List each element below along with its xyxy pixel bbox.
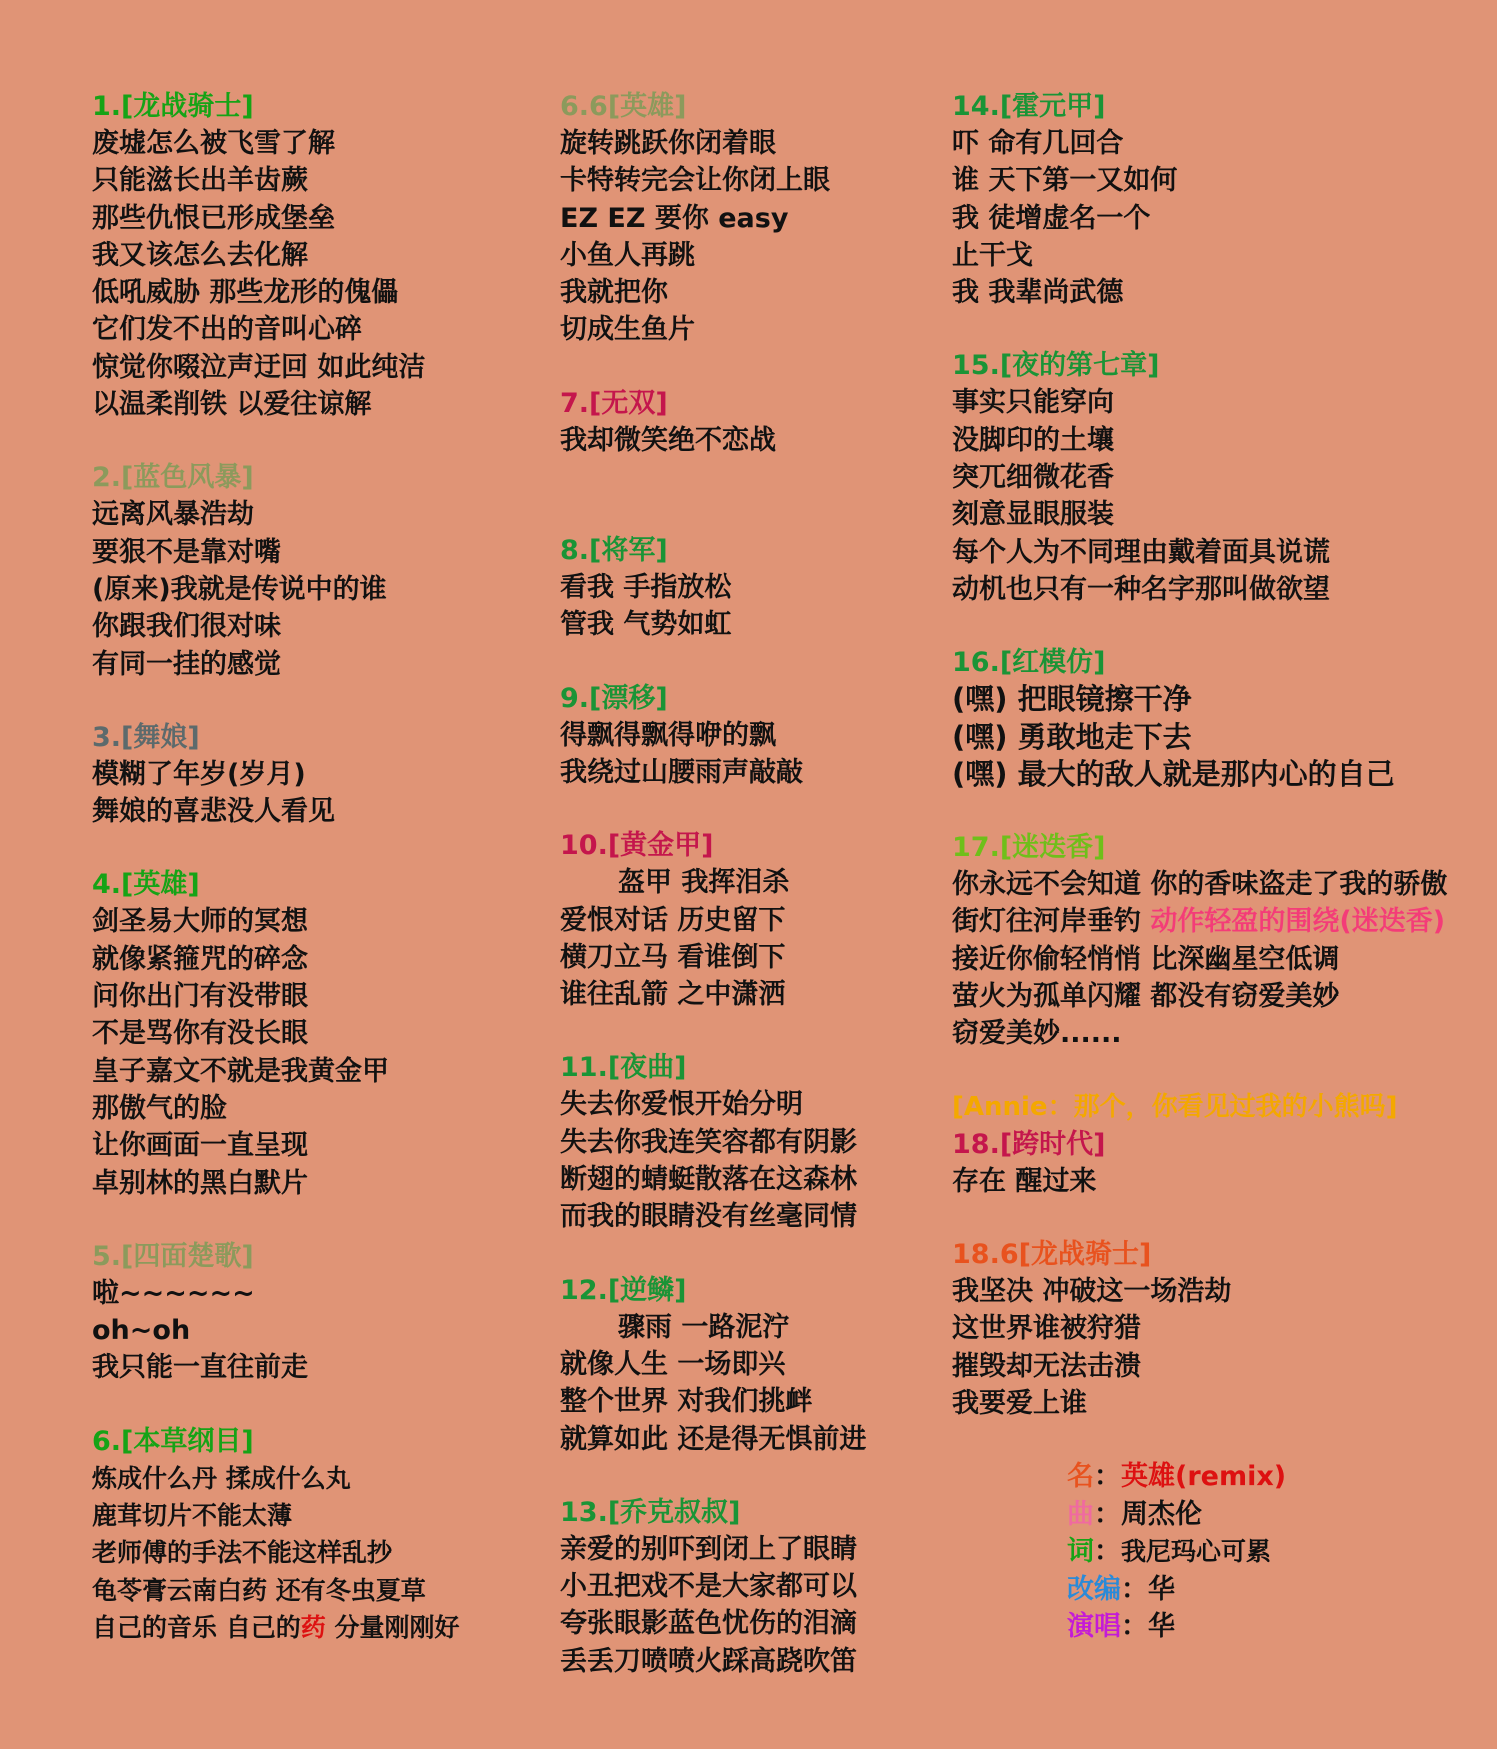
credit-value: 周杰伦	[1121, 1498, 1202, 1530]
lyric-line: (嘿) 勇敢地走下去	[952, 719, 1192, 754]
lyric-line: 你永远不会知道 你的香味盗走了我的骄傲	[952, 869, 1448, 901]
song-section	[92, 866, 547, 1201]
section-title: 13.[乔克叔叔]	[560, 1496, 741, 1528]
lyric-line: 只能滋长出羊齿蕨	[92, 165, 308, 197]
credit-row-arranger	[1067, 1571, 1492, 1609]
lyric-line: 刻意显眼服装	[952, 499, 1114, 531]
credit-value: 英雄(remix)	[1121, 1461, 1287, 1493]
song-section	[952, 829, 1492, 1052]
lyric-line: 你跟我们很对味	[92, 611, 281, 643]
lyric-line: (原来)我就是传说中的谁	[92, 573, 387, 605]
lyric-line: 龟苓膏云南白药 还有冬虫夏草	[92, 1575, 426, 1605]
lyric-line: 得飘得飘得咿的飘	[560, 719, 776, 751]
lyric-line: 老师傅的手法不能这样乱抄	[92, 1538, 393, 1568]
lyric-line: 让你画面一直呈现	[92, 1130, 308, 1162]
section-title: 12.[逆鳞]	[560, 1274, 687, 1306]
lyric-line: 我却微笑绝不恋战	[560, 424, 776, 456]
lyric-line: 就像人生 一场即兴	[560, 1348, 786, 1380]
lyric-line: 管我 气势如虹	[560, 609, 732, 641]
lyric-line: 而我的眼睛没有丝毫同情	[560, 1201, 857, 1233]
lyric-line: 谁往乱箭 之中潇洒	[560, 979, 786, 1011]
lyrics-column-2	[560, 88, 945, 1716]
song-section	[952, 88, 1492, 311]
song-section	[560, 532, 945, 644]
section-title: 1.[龙战骑士]	[92, 91, 254, 122]
section-title: 7.[无双]	[560, 387, 668, 419]
lyric-line: 横刀立马 看谁倒下	[560, 941, 786, 973]
song-section	[92, 459, 547, 682]
credit-sep: ：	[1121, 1573, 1148, 1605]
credit-label: 曲	[1067, 1498, 1094, 1530]
lyrics-column-3	[952, 88, 1492, 1646]
section-title: 9.[漂移]	[560, 682, 668, 714]
credit-row-name	[1067, 1458, 1492, 1496]
credit-value: 我尼玛心可累	[1121, 1537, 1272, 1567]
lyric-line: 废墟怎么被飞雪了解	[92, 128, 335, 159]
section-title: 15.[夜的第七章]	[952, 350, 1160, 382]
lyric-line: 卡特转完会让你闭上眼	[560, 165, 830, 197]
lyric-line: 每个人为不同理由戴着面具说谎	[952, 536, 1330, 568]
lyric-line: 卓别林的黑白默片	[92, 1167, 308, 1199]
lyric-line: 那傲气的脸	[92, 1092, 227, 1124]
lyric-line: 失去你爱恨开始分明	[560, 1089, 803, 1121]
lyric-line: 皇子嘉文不就是我黄金甲	[92, 1055, 389, 1087]
song-section	[560, 385, 945, 459]
lyric-line: oh~oh	[92, 1315, 191, 1347]
lyric-line: 摧毁却无法击溃	[952, 1350, 1141, 1382]
song-section	[952, 347, 1492, 608]
lyric-line: 盔甲 我挥泪杀	[618, 867, 790, 899]
credit-sep: ：	[1094, 1498, 1121, 1530]
credit-label: 词	[1067, 1536, 1094, 1568]
lyric-line: 止干戈	[952, 239, 1033, 271]
lyric-line: 骤雨 一路泥泞	[618, 1311, 790, 1343]
section-title: 17.[迷迭香]	[952, 832, 1106, 864]
lyric-line: 低吼威胁 那些龙形的傀儡	[92, 277, 399, 309]
section-title: 14.[霍元甲]	[952, 91, 1106, 122]
section-title: 18.[跨时代]	[952, 1128, 1106, 1160]
lyric-line: 我只能一直往前走	[92, 1352, 308, 1384]
song-section	[560, 88, 945, 349]
credit-value: 华	[1148, 1573, 1175, 1605]
song-section	[92, 719, 547, 831]
lyric-line: 剑圣易大师的冥想	[92, 906, 308, 938]
song-section	[560, 680, 945, 792]
song-section	[560, 1494, 945, 1680]
highlight-word: 药	[300, 1612, 326, 1642]
credit-sep: ：	[1121, 1611, 1148, 1643]
lyric-line: 有同一挂的感觉	[92, 648, 281, 680]
credit-label: 演唱	[1067, 1611, 1121, 1643]
lyric-line: 失去你我连笑容都有阴影	[560, 1126, 857, 1158]
section-title: 18.6[龙战骑士]	[952, 1238, 1152, 1270]
lyric-line: 问你出门有没带眼	[92, 981, 308, 1013]
lyric-line: (嘿) 把眼镜擦干净	[952, 682, 1192, 717]
credits-block	[1067, 1458, 1492, 1646]
lyric-line: 我坚决 冲破这一场浩劫	[952, 1275, 1232, 1307]
section-title: 6.[本草纲目]	[92, 1425, 254, 1457]
lyric-line: 切成生鱼片	[560, 314, 695, 346]
lyric-line: 就像紧箍咒的碎念	[92, 943, 308, 975]
lyric-line: 断翅的蜻蜓散落在这森林	[560, 1164, 857, 1196]
lyric-line: 爱恨对话 历史留下	[560, 904, 786, 936]
section-title: 2.[蓝色风暴]	[92, 462, 254, 494]
lyric-line: 看我 手指放松	[560, 572, 732, 604]
lyric-line: 啦~~~~~~	[92, 1277, 255, 1309]
credit-row-composer	[1067, 1496, 1492, 1534]
lyric-line: 萤火为孤单闪耀 都没有窃爱美妙	[952, 981, 1340, 1013]
lyric-line-mixed	[952, 903, 1492, 940]
song-section	[92, 1423, 547, 1646]
section-title: 16.[红模仿]	[952, 647, 1106, 679]
lyric-line: 不是骂你有没长眼	[92, 1018, 308, 1050]
lyric-line: 小丑把戏不是大家都可以	[560, 1571, 857, 1603]
credit-row-lyricist	[1067, 1533, 1492, 1571]
lyrics-column-1	[92, 88, 547, 1682]
lyric-line: 远离风暴浩劫	[92, 499, 254, 531]
annie-note	[952, 1089, 1492, 1126]
credit-value: 华	[1148, 1611, 1175, 1643]
lyric-line: 谁 天下第一又如何	[952, 165, 1178, 197]
credit-sep: ：	[1094, 1461, 1121, 1493]
lyric-line: 亲爱的别吓到闭上了眼睛	[560, 1533, 857, 1565]
section-title: 5.[四面楚歌]	[92, 1240, 254, 1272]
lyric-line: 舞娘的喜悲没人看见	[92, 796, 335, 828]
lyric-line: 夸张眼影蓝色忧伤的泪滴	[560, 1608, 857, 1640]
lyric-line: EZ EZ 要你 easy	[560, 202, 789, 234]
section-title: 4.[英雄]	[92, 869, 200, 901]
song-section	[560, 1272, 945, 1458]
lyric-line: 事实只能穿向	[952, 387, 1114, 419]
lyric-fragment: 自己的音乐 自己的	[92, 1612, 301, 1642]
lyric-line: 整个世界 对我们挑衅	[560, 1386, 813, 1418]
section-title: 11.[夜曲]	[560, 1052, 687, 1084]
lyric-line: (嘿) 最大的敌人就是那内心的自己	[952, 756, 1395, 791]
lyric-line: 模糊了年岁(岁月)	[92, 758, 306, 790]
song-section	[952, 644, 1492, 793]
lyric-line: 没脚印的土壤	[952, 424, 1114, 456]
song-section	[92, 88, 547, 423]
song-section	[952, 1126, 1492, 1200]
song-section	[560, 1049, 945, 1235]
lyric-line: 存在 醒过来	[952, 1165, 1097, 1197]
lyric-line: 那些仇恨已形成堡垒	[92, 202, 335, 234]
lyric-line: 动机也只有一种名字那叫做欲望	[952, 573, 1330, 605]
song-section	[952, 1236, 1492, 1422]
lyric-line: 吓 命有几回合	[952, 128, 1124, 159]
section-title: 6.6[英雄]	[560, 91, 687, 122]
section-title: 10.[黄金甲]	[560, 830, 714, 862]
lyric-line: 我 我辈尚武德	[952, 277, 1124, 309]
song-section	[560, 827, 945, 1013]
lyric-line: 接近你偷轻悄悄 比深幽星空低调	[952, 943, 1340, 975]
lyric-line: 突兀细微花香	[952, 462, 1114, 494]
lyric-line-mixed	[92, 1609, 547, 1646]
highlight-phrase: 动作轻盈的围绕(迷迭香)	[1150, 906, 1446, 938]
lyric-line: 这世界谁被狩猎	[952, 1313, 1141, 1345]
lyric-line: 我要爱上谁	[952, 1387, 1087, 1419]
lyric-line: 鹿茸切片不能太薄	[92, 1501, 293, 1531]
lyric-line: 我又该怎么去化解	[92, 239, 308, 271]
lyric-line: 我就把你	[560, 277, 668, 309]
section-title: 3.[舞娘]	[92, 721, 200, 753]
lyric-line: 以温柔削铁 以爱往谅解	[92, 389, 372, 421]
lyric-fragment: 街灯往河岸垂钓	[952, 906, 1151, 938]
lyric-line: 炼成什么丹 揉成什么丸	[92, 1463, 351, 1493]
song-section	[92, 1238, 547, 1387]
annie-quote: [Annie：那个，你看见过我的小熊吗]	[952, 1091, 1398, 1122]
lyric-line: 小鱼人再跳	[560, 239, 695, 271]
lyric-line: 我绕过山腰雨声敲敲	[560, 756, 803, 788]
credit-sep: ：	[1094, 1536, 1121, 1568]
lyric-line: 我 徒增虚名一个	[952, 202, 1151, 234]
lyric-line: 就算如此 还是得无惧前进	[560, 1423, 867, 1455]
credit-label: 改编	[1067, 1573, 1121, 1605]
section-title: 8.[将军]	[560, 535, 668, 567]
credit-row-singer	[1067, 1608, 1492, 1646]
credit-label: 名	[1067, 1461, 1094, 1493]
lyric-line: 窃爱美妙......	[952, 1018, 1122, 1050]
lyric-line: 丢丢刀喷喷火踩高跷吹笛	[560, 1645, 857, 1677]
lyric-line: 惊觉你啜泣声迂回 如此纯洁	[92, 351, 426, 383]
lyric-line: 旋转跳跃你闭着眼	[560, 128, 776, 159]
lyric-fragment: 分量刚刚好	[325, 1612, 460, 1642]
lyric-line: 要狠不是靠对嘴	[92, 536, 281, 568]
lyric-line: 它们发不出的音叫心碎	[92, 314, 362, 346]
